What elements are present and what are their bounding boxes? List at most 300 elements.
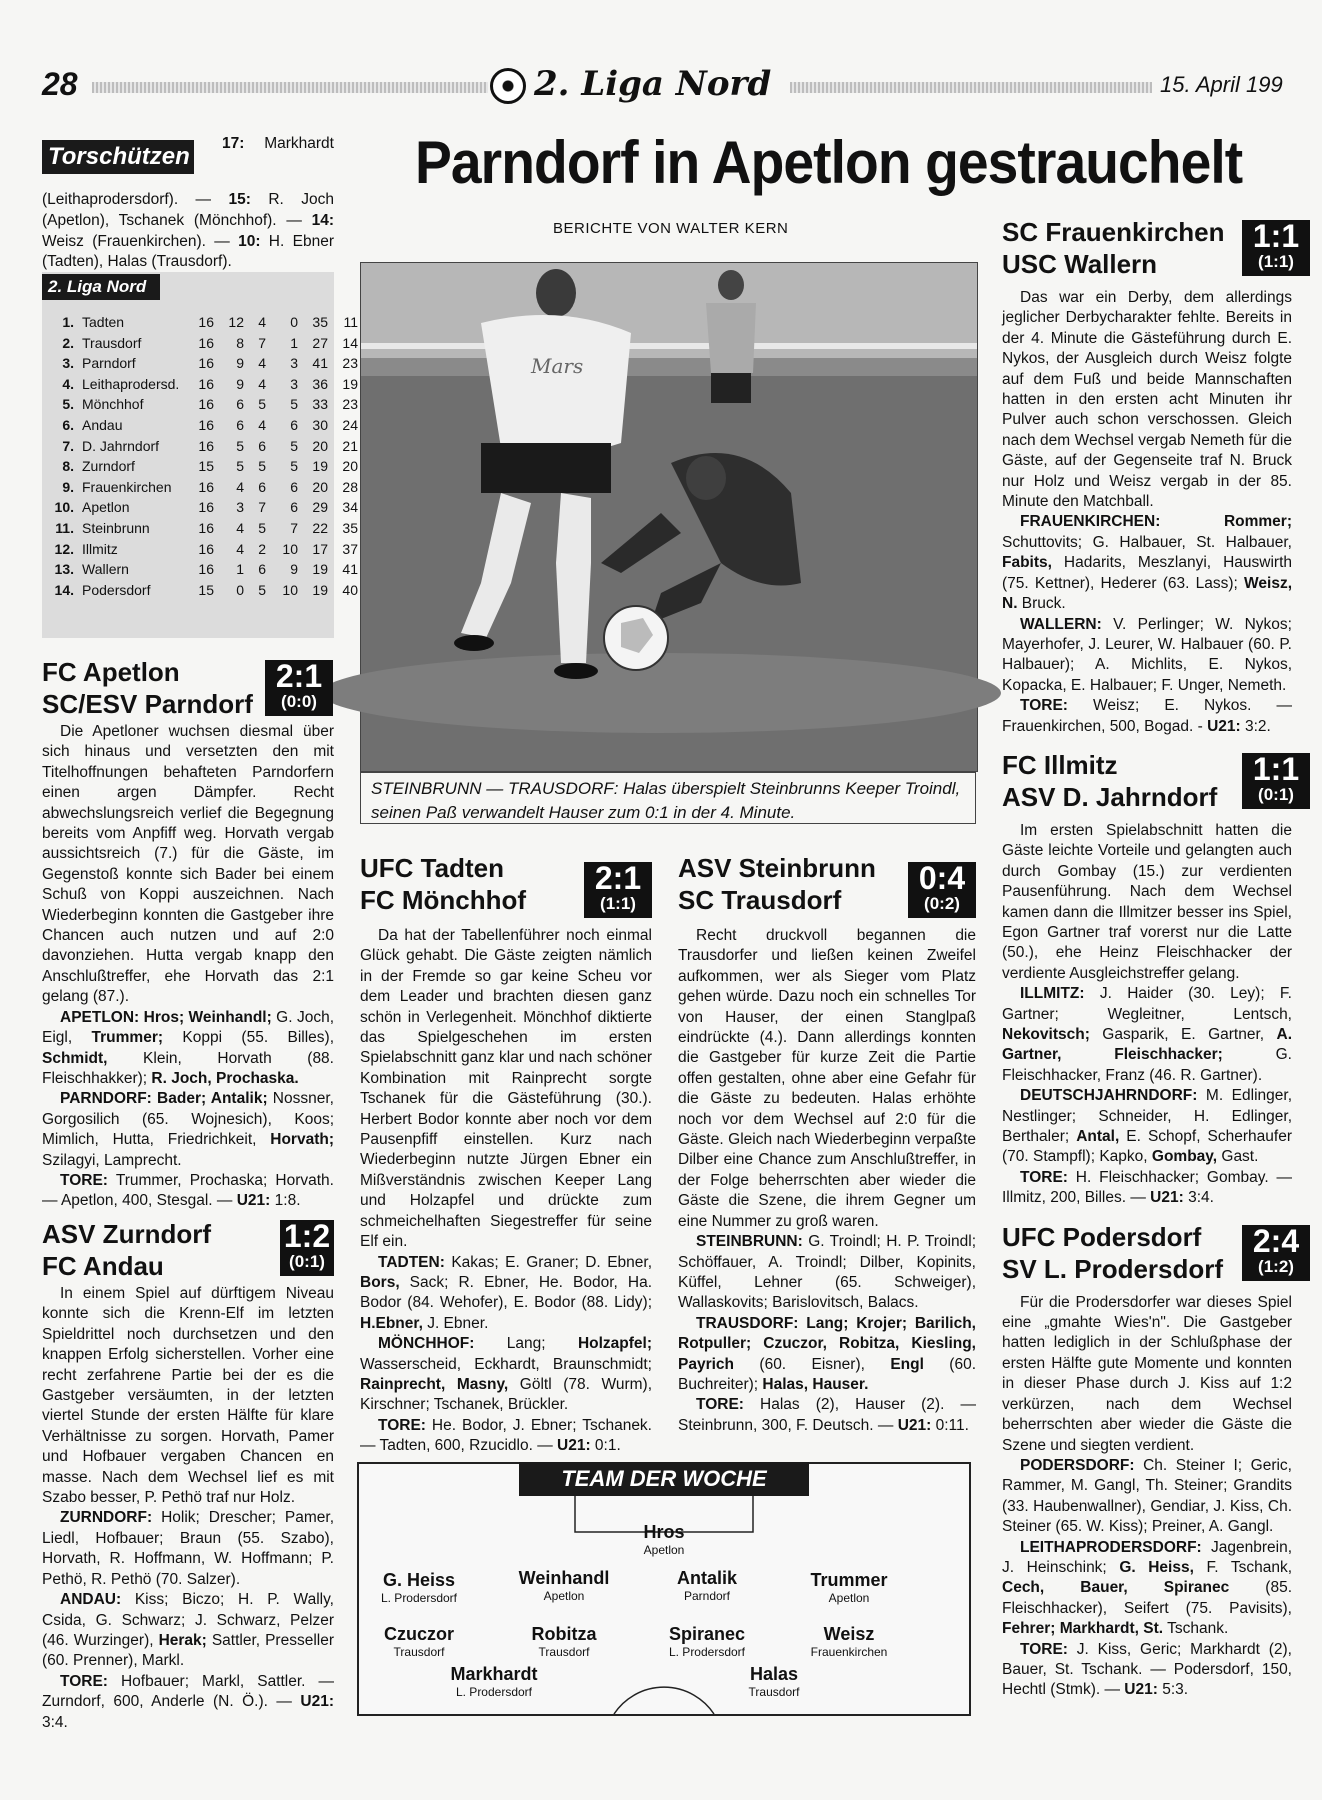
- shirt-text: Mars: [531, 354, 584, 378]
- steinbrunn-home-team: ASV Steinbrunn: [678, 853, 876, 883]
- illmitz-goals: [1002, 1168, 1292, 1209]
- apetlon-lineup-1: [42, 1008, 334, 1090]
- zurndorf-l2k: ANDAU:: [60, 1591, 122, 1609]
- standings-cell: 29: [312, 499, 328, 516]
- player-club: L. Prodersdorf: [668, 1645, 746, 1659]
- apetlon-t: Trummer, Prochaska; Horvath. — Apetlon, 400, Stesgal. —: [42, 1171, 334, 1210]
- standings-row: [46, 456, 394, 477]
- standings-cell: 6.: [62, 416, 74, 433]
- frauenkirchen-l1g: Bruck.: [1017, 595, 1066, 613]
- standings-cell: 1: [236, 561, 244, 578]
- zurndorf-goals: [42, 1672, 334, 1733]
- frauenkirchen-home-team: SC Frauenkirchen: [1002, 217, 1225, 247]
- scorers-10: 10:: [238, 232, 261, 250]
- frauenkirchen-l2: V. Perlinger; W. Nykos; Mayerhofer, J. Leurer, W. Halbauer (60. P. Halbauer); A. Michlits, E. Nykos, Kopacka, E. Halbauer; F. Unger, Nemeth.: [1002, 615, 1292, 694]
- podersdorf-score: [1242, 1222, 1310, 1281]
- zurndorf-te: 3:4.: [42, 1713, 68, 1731]
- illmitz-l2b: Antal,: [1076, 1128, 1120, 1146]
- standings-cell: 12.: [54, 540, 74, 557]
- standings-cell: 9.: [62, 478, 74, 495]
- team-of-the-week-player: [779, 1624, 919, 1659]
- podersdorf-l2e: (85. Fleischhacker), Seifert (75. Pavisits),: [1002, 1579, 1292, 1617]
- podersdorf-report: [1002, 1293, 1292, 1701]
- player-club: Apetlon: [828, 1591, 870, 1605]
- player-name: Czuczor: [383, 1624, 454, 1644]
- standings-cell: 16: [198, 334, 214, 351]
- standings-cell: 3: [290, 355, 298, 372]
- podersdorf-l2b: G. Heiss,: [1119, 1558, 1194, 1576]
- apetlon-l1f: R. Joch, Prochaska.: [151, 1069, 299, 1087]
- zurndorf-score-main: 1:2: [283, 1218, 331, 1254]
- player-name: Weisz: [823, 1624, 875, 1644]
- frauenkirchen-l1d: Fabits,: [1002, 554, 1052, 572]
- frauenkirchen-goals: [1002, 696, 1292, 737]
- standings-cell: 28: [342, 478, 358, 495]
- tadten-l1: Kakas; E. Graner; D. Ebner,: [444, 1253, 652, 1271]
- standings-cell: 16: [198, 499, 214, 516]
- podersdorf-l2f: Fehrer; Markhardt, St.: [1002, 1620, 1164, 1638]
- steinbrunn-tk: TORE:: [696, 1396, 744, 1414]
- standings-cell: D. Jahrndorf: [82, 437, 160, 454]
- frauenkirchen-score-half: (1:1): [1258, 252, 1294, 271]
- standings-cell: 14: [342, 334, 358, 351]
- standings-cell: 16: [198, 478, 214, 495]
- steinbrunn-l2b: Engl: [890, 1355, 924, 1373]
- podersdorf-goals: [1002, 1640, 1292, 1701]
- frauenkirchen-l1f: Weisz, N.: [1002, 574, 1292, 613]
- standings-cell: 5: [236, 437, 244, 454]
- frauenkirchen-te: 3:2.: [1240, 717, 1271, 735]
- scorers-t1: Markhardt (Leithaprodersdorf). —: [42, 135, 334, 208]
- illmitz-l2c: E. Schopf, Scherhaufer (70. Stampfl); Kapko,: [1002, 1128, 1292, 1166]
- team-of-the-week-player: [594, 1522, 734, 1557]
- illmitz-l1c: Gasparik, E. Gartner,: [1089, 1026, 1277, 1043]
- zurndorf-score: [280, 1220, 334, 1276]
- team-of-the-week-player: [637, 1568, 777, 1603]
- steinbrunn-lineup-1: [678, 1232, 976, 1314]
- standings-cell: 2.: [62, 334, 74, 351]
- standings-cell: 5: [258, 396, 266, 413]
- standings-cell: 14.: [54, 581, 74, 598]
- standings-cell: 35: [312, 314, 328, 330]
- frauenkirchen-header: [1002, 212, 1322, 288]
- standings-cell: 19: [342, 375, 358, 392]
- illmitz-l2: M. Edlinger, Nestlinger; Schneider, H. Edlinger, Berthaler;: [1002, 1087, 1292, 1146]
- apetlon-score-half: (0:0): [281, 692, 317, 711]
- standings-cell: 4: [258, 355, 266, 372]
- standings-cell: 6: [258, 561, 266, 578]
- tadten-body: Da hat der Tabellenführer noch einmal Glück gehabt. Die Gäste zeigten nämlich in der Fremde so gar keine Scheu vor dem Leader und brachten diesen ganz schön in Verlegenheit. Mönchhof diktierte das Spielgeschehen im ersten Spielabschnitt ganz klar und nach schöner Kombination mit Rainprecht sorgte Tschanek für die Gästeführung (30.). Herbert Bodor konnte aber noch vor dem Pausenpfiff einstellen. Kurz nach Wiederbeginn nutzte Jürgen Ebner ein Mißverständnis zwischen Keeper Lang und Holzapfel und drückte zum schmeichelhaften Siegestreffer für seine Elf ein.: [360, 927, 652, 1251]
- frauenkirchen-t: Weisz; E. Nykos. — Frauenkirchen, 500, Bogad. -: [1002, 697, 1292, 735]
- match-photo: [360, 262, 978, 772]
- apetlon-l2k: PARNDORF: Bader; Antalik;: [60, 1090, 268, 1108]
- frauenkirchen-score-main: 1:1: [1252, 218, 1300, 254]
- header-rule-left: [92, 82, 488, 93]
- standings-cell: 6: [290, 499, 298, 516]
- standings-cell: 5: [258, 458, 266, 475]
- standings-cell: 0: [236, 581, 244, 598]
- illmitz-l2e: Gast.: [1217, 1148, 1259, 1166]
- standings-cell: 41: [342, 561, 358, 578]
- steinbrunn-goals: [678, 1395, 976, 1436]
- tadten-l2k: MÖNCHHOF:: [378, 1335, 475, 1353]
- illmitz-score: [1242, 750, 1310, 809]
- standings-row: [46, 353, 394, 374]
- frauenkirchen-l1b: Rommer;: [1223, 513, 1292, 531]
- football-icon: [490, 68, 526, 104]
- apetlon-l2: Nossner, Gorgosilich (65. Wojnesich), Koos; Mimlich, Hutta, Friedrichkeit,: [42, 1090, 334, 1149]
- scorers-float-spacer: [42, 134, 222, 190]
- scorers-t4: H. Ebner (Tadten), Halas (Trausdorf).: [42, 232, 334, 271]
- standings-cell: 3: [290, 375, 298, 392]
- standings-row: [46, 333, 394, 354]
- apetlon-away-team: SC/ESV Parndorf: [42, 689, 253, 719]
- team-of-the-week-title: TEAM DER WOCHE: [519, 1462, 809, 1496]
- steinbrunn-away-team: SC Trausdorf: [678, 885, 842, 915]
- player-name: Trummer: [810, 1570, 888, 1590]
- standings-cell: 4: [258, 375, 266, 392]
- apetlon-body: Die Apetloner wuchsen diesmal über sich hinaus und versetzten den mit Titelhoffnungen behafteten Parndorfern einen argen Dämpfer. Recht abwechslungsreich verlief die Begegnung bereits vom Anpfiff weg. Horvath vergab aussichtsreich (7.) für die Gäste, im Gegenstoß konnte sich Bader bei einem Schuß von Koppi auszeichnen. Nach Wiederbeginn konnten die Gastgeber ihre Chancen auch nutzen und auf 2:0 davonziehen. Hutta vergab knapp den Anschlußtreffer, ehe Horvath das 2:1 gelang (87.).: [42, 723, 334, 1006]
- standings-cell: 13.: [54, 561, 74, 578]
- photo-illustration: [361, 263, 977, 771]
- steinbrunn-report: [678, 926, 976, 1436]
- standings-cell: 11: [343, 314, 358, 330]
- podersdorf-te: 5:3.: [1157, 1681, 1189, 1699]
- zurndorf-away-team: FC Andau: [42, 1251, 164, 1281]
- zurndorf-tk: TORE:: [60, 1672, 108, 1690]
- standings-table-wrap: [46, 312, 394, 600]
- steinbrunn-l1k: STEINBRUNN:: [696, 1233, 803, 1251]
- section-title-text: 2. Liga Nord: [534, 64, 772, 104]
- tadten-tu: U21:: [557, 1437, 591, 1455]
- team-of-the-week-player: [779, 1570, 919, 1605]
- zurndorf-l2c: Sattler, Presseller (60. Prenner), Markl.: [42, 1631, 334, 1670]
- frauenkirchen-away-team: USC Wallern: [1002, 249, 1158, 279]
- player-club: L. Prodersdorf: [380, 1591, 458, 1605]
- standings-cell: 6: [290, 478, 298, 495]
- player-name: Antalik: [676, 1568, 737, 1588]
- standings-cell: Leithaprodersd.: [82, 375, 180, 392]
- section-title: [490, 64, 771, 104]
- standings-cell: 36: [312, 375, 328, 392]
- issue-date: 15. April 199: [1160, 72, 1283, 97]
- tadten-score: [584, 862, 652, 918]
- zurndorf-l2: Kiss; Biczo; H. P. Wally, Csida, G. Schwarz; J. Schwarz, Pelzer (46. Wurzinger),: [42, 1591, 334, 1649]
- team-of-the-week-player: [494, 1568, 634, 1603]
- podersdorf-t: J. Kiss, Geric; Markhardt (2), Bauer, St. Tschank. — Podersdorf, 150, Hechtl (Stmk). —: [1002, 1640, 1292, 1699]
- header-rule-right: [790, 82, 1152, 93]
- standings-cell: 10: [282, 581, 298, 598]
- steinbrunn-body: Recht druckvoll begannen die Trausdorfer und ließen keinen Zweifel aufkommen, wer als Sieger vom Platz gehen würde. Dazu noch ein schnelles Tor von Hauser, der einen Stanglpaß eindrückte (4.). Dann allerdings konnten die Gastgeber für kurze Zeit die Partie offen gestalten, ohne aber eine Gefahr für die Gäste zu bedeuten. Halas erhöhte noch vor dem Wechsel auf 2:0 für die Gäste. Gleich nach Wiederbeginn verpaßte Dilber eine Chance zum Anschlußtreffer, in der Folge beherrschten aber wieder die Gäste die Szene, die ihrem Gegner um eine Nummer zu groß waren.: [678, 927, 976, 1230]
- zurndorf-l1: Holik; Drescher; Pamer, Liedl, Hofbauer; Braun (55. Szabo), Horvath, R. Hoffmann, W. Hoffmann; P. Pethö, R. Pethö (70. Salzer).: [42, 1509, 334, 1588]
- standings-cell: 2: [258, 540, 266, 557]
- standings-cell: Podersdorf: [82, 581, 151, 598]
- standings-row: [46, 580, 394, 601]
- tadten-l1k: TADTEN:: [378, 1253, 445, 1271]
- podersdorf-body: Für die Prodersdorfer war dieses Spiel eine „gmahte Wies'n". Die Gastgeber hatten lediglich in der Schlußphase der ersten Hälfte gute Momente und konnten in dieser Phase durch J. Kiss auf 1:2 verkürzen, nach dem Wechsel beherrschten aber wieder die Gäste die Szene und siegten verdient.: [1002, 1293, 1292, 1454]
- standings-cell: Trausdorf: [82, 334, 142, 351]
- standings-cell: 27: [312, 334, 328, 351]
- standings-cell: 9: [290, 561, 298, 578]
- byline: BERICHTE VON WALTER KERN: [553, 220, 789, 237]
- standings-cell: 7: [258, 334, 266, 351]
- podersdorf-away-team: SV L. Prodersdorf: [1002, 1253, 1224, 1284]
- podersdorf-score-half: (1:2): [1258, 1256, 1294, 1276]
- team-of-the-week-player: [349, 1570, 489, 1605]
- player-name: Spiranec: [668, 1624, 746, 1644]
- steinbrunn-score-half: (0:2): [924, 894, 960, 913]
- player-name: Markhardt: [450, 1664, 538, 1684]
- standings-cell: 6: [290, 416, 298, 433]
- standings-cell: 19: [312, 561, 328, 578]
- apetlon-report: [42, 722, 334, 1212]
- standings-cell: 3.: [62, 355, 74, 372]
- zurndorf-lineup-2: [42, 1590, 334, 1672]
- tadten-l1d: H.Ebner,: [360, 1314, 423, 1332]
- standings-cell: 20: [312, 478, 328, 495]
- apetlon-score: [265, 660, 333, 716]
- tadten-score-main: 2:1: [594, 860, 642, 896]
- tadten-score-half: (1:1): [600, 894, 636, 913]
- standings-cell: 23: [342, 355, 358, 372]
- illmitz-away-team: ASV D. Jahrndorf: [1002, 781, 1218, 812]
- player-club: Apetlon: [543, 1589, 585, 1603]
- standings-cell: 8: [236, 334, 244, 351]
- podersdorf-l2g: Tschank.: [1163, 1620, 1229, 1638]
- standings-cell: Zurndorf: [82, 458, 135, 475]
- tadten-lineup-1: [360, 1253, 652, 1335]
- standings-cell: 37: [342, 540, 358, 557]
- standings-row: [46, 394, 394, 415]
- standings-cell: 5: [290, 437, 298, 454]
- podersdorf-lineup-2: [1002, 1538, 1292, 1640]
- scorers-text: [42, 134, 334, 273]
- standings-cell: 16: [198, 519, 214, 536]
- apetlon-l1c: Koppi (55. Billes),: [163, 1029, 334, 1047]
- tadten-lineup-2: [360, 1334, 652, 1416]
- illmitz-l2d: Gombay,: [1151, 1148, 1218, 1166]
- standings-cell: 15: [198, 458, 214, 475]
- scorers-15: 15:: [228, 191, 251, 208]
- tadten-l1c: Sack; R. Ebner, He. Bodor, Ha. Bodor (84. Wehofer), E. Bodor (88. Lidy);: [360, 1273, 652, 1312]
- standings-cell: 17: [312, 540, 328, 557]
- tadten-tk: TORE:: [378, 1416, 426, 1434]
- standings-cell: Parndorf: [82, 355, 136, 372]
- right-column: [1002, 212, 1300, 1800]
- illmitz-lineup-2: [1002, 1086, 1292, 1168]
- standings-cell: 9: [236, 375, 244, 392]
- podersdorf-l2k: LEITHAPRODERSDORF:: [1020, 1538, 1202, 1556]
- standings-cell: 10: [282, 540, 298, 557]
- illmitz-header: [1002, 745, 1322, 821]
- zurndorf-body: In einem Spiel auf dürftigem Niveau konnte sich die Krenn-Elf im letzten Spieldrittel noch durchsetzen und den knappen Erfolg sicherstellen. Vorher eine recht zerfahrene Partie bei der es die Gastgeber versäumten, in der letzten viertel Stunde der ersten Hälfte für klare Verhältnisse zu sorgen. Horvath, Pamer und Hofbauer vergaben Chancen en masse. Nach dem Wechsel lief es mit Szabo besser, P. Pethö traf nur Holz.: [42, 1285, 334, 1507]
- standings-cell: 6: [258, 437, 266, 454]
- team-of-the-week-player: [349, 1624, 489, 1659]
- standings-table: [46, 312, 394, 600]
- team-of-the-week-player: [424, 1664, 564, 1699]
- standings-cell: 34: [342, 499, 358, 516]
- tadten-home-team: UFC Tadten: [360, 853, 504, 883]
- zurndorf-report: [42, 1284, 334, 1733]
- illmitz-home-team: FC Illmitz: [1002, 749, 1118, 780]
- standings-cell: 16: [198, 561, 214, 578]
- team-of-the-week: [357, 1462, 971, 1716]
- standings-cell: 22: [312, 519, 328, 536]
- standings-cell: 7: [258, 499, 266, 516]
- standings-cell: 19: [312, 581, 328, 598]
- frauenkirchen-tk: TORE:: [1020, 697, 1068, 715]
- standings-cell: 4: [258, 416, 266, 433]
- standings-row: [46, 436, 394, 457]
- zurndorf-score-half: (0:1): [289, 1252, 325, 1271]
- standings-cell: 16: [198, 416, 214, 433]
- illmitz-l1: J. Haider (30. Ley); F. Gartner; Wegleitner, Lentsch,: [1002, 985, 1292, 1023]
- standings-label: 2. Liga Nord: [42, 274, 160, 300]
- standings-cell: 20: [342, 458, 358, 475]
- illmitz-l2k: DEUTSCHJAHRNDORF:: [1020, 1087, 1198, 1105]
- standings-cell: 12: [228, 314, 244, 330]
- illmitz-l1e: G. Fleischhacker, Franz (46. R. Gartner).: [1002, 1046, 1292, 1084]
- apetlon-score-main: 2:1: [275, 658, 323, 694]
- standings-cell: 11.: [55, 519, 74, 536]
- zurndorf-home-team: ASV Zurndorf: [42, 1219, 211, 1249]
- illmitz-body: Im ersten Spielabschnitt hatten die Gäste leichte Vorteile und gelangten auch durch Gombay (15.) zur verdienten Pausenführung. Nach dem Wechsel kamen dann die Illmitzer besser ins Spiel, Egon Gartner traf vorerst nur die Latte (50.), ehe Heinz Fleischhacker der verdiente Ausgleichstreffer gelang.: [1002, 821, 1292, 982]
- apetlon-tk: TORE:: [60, 1171, 108, 1189]
- tadten-t: He. Bodor, J. Ebner; Tschanek. — Tadten, 600, Rzucidlo. —: [360, 1416, 652, 1455]
- illmitz-t: H. Fleischhacker; Gombay. — Illmitz, 200, Billes. —: [1002, 1168, 1292, 1207]
- standings-cell: 5: [290, 458, 298, 475]
- podersdorf-l2c: F. Tschank,: [1193, 1558, 1292, 1576]
- podersdorf-tu: U21:: [1124, 1681, 1158, 1699]
- standings-cell: Wallern: [82, 561, 129, 578]
- apetlon-l2c: Szilagyi, Lamprecht.: [42, 1151, 182, 1169]
- player-name: Hros: [643, 1522, 685, 1542]
- apetlon-l1: G. Joch, Eigl,: [42, 1008, 334, 1047]
- player-name: Robitza: [531, 1624, 597, 1644]
- frauenkirchen-lineup-1: [1002, 512, 1292, 614]
- zurndorf-tu: U21:: [300, 1693, 334, 1711]
- player-club: L. Prodersdorf: [455, 1685, 533, 1699]
- standings-cell: 16: [198, 314, 214, 330]
- tadten-te: 0:1.: [590, 1437, 621, 1455]
- steinbrunn-l2k: TRAUSDORF: Lang; Krojer; Barilich, Rotpuller; Czuczor, Robitza, Kiesling, Payrich: [678, 1314, 976, 1373]
- illmitz-report: [1002, 821, 1292, 1209]
- steinbrunn-tu: U21:: [897, 1416, 932, 1434]
- zurndorf-lineup-1: [42, 1508, 334, 1590]
- podersdorf-l1: Ch. Steiner I; Geric, Rammer, M. Gangl, Th. Steiner; Grandits (33. Haubenwallner), Gendiar, J. Kiss, Ch. Steiner (65. W. Kiss); Preiner, A. Gangl.: [1002, 1456, 1292, 1536]
- tadten-l2: Lang;: [474, 1335, 578, 1353]
- illmitz-l1k: ILLMITZ:: [1020, 985, 1085, 1003]
- podersdorf-lineup-1: [1002, 1456, 1292, 1538]
- scorers-label: Torschützen: [42, 140, 194, 174]
- podersdorf-l1k: PODERSDORF:: [1020, 1456, 1135, 1474]
- frauenkirchen-body: Das war ein Derby, dem allerdings jeglicher Derbycharakter fehlte. Bereits in der 4. Minute die Gästeführung durch E. Nykos, der Ausgleich durch Weisz folgte auf dem Fuß und beide Mannschaften hatten in den ersten acht Minuten ihr Pulver auch schon verschossen. Gleich nach dem Wechsel vergab Nemeth für die Gäste, auf der Gegenseite traf N. Bruck nur Holz und Weisz vergab in der 85. Minute den Matchball.: [1002, 289, 1292, 511]
- standings-cell: Steinbrunn: [82, 519, 150, 536]
- player-name: Halas: [749, 1664, 799, 1684]
- frauenkirchen-l1: [1160, 513, 1224, 530]
- standings-cell: 4.: [62, 375, 74, 392]
- scorers-t3: Weisz (Frauenkirchen). —: [42, 232, 239, 250]
- apetlon-home-team: FC Apetlon: [42, 657, 180, 687]
- standings-cell: Tadten: [82, 314, 125, 330]
- standings-cell: 24: [342, 416, 358, 433]
- apetlon-tu: U21:: [236, 1192, 271, 1210]
- standings-row: [46, 559, 394, 580]
- standings-cell: 9: [236, 355, 244, 372]
- tadten-away-team: FC Mönchhof: [360, 885, 527, 915]
- tadten-goals: [360, 1416, 652, 1457]
- steinbrunn-l2d: Halas, Hauser.: [762, 1375, 869, 1393]
- zurndorf-l1k: ZURNDORF:: [60, 1509, 153, 1527]
- standings-cell: 6: [236, 396, 244, 413]
- standings-cell: 8.: [62, 458, 74, 475]
- steinbrunn-l2c: (60. Buchreiter);: [678, 1355, 977, 1393]
- zurndorf-t: Hofbauer; Markl, Sattler. — Zurndorf, 600, Anderle (N. Ö.). —: [42, 1672, 334, 1711]
- standings-cell: 5: [290, 396, 298, 413]
- podersdorf-l2d: Cech, Bauer, Spiranec: [1002, 1579, 1230, 1597]
- standings-cell: 33: [312, 396, 328, 413]
- podersdorf-home-team: UFC Podersdorf: [1002, 1221, 1202, 1252]
- podersdorf-l2: Jagenbrein, J. Heinschink;: [1002, 1538, 1292, 1576]
- tadten-l1e: J. Ebner.: [422, 1314, 489, 1332]
- standings-cell: 21: [342, 437, 358, 454]
- illmitz-te: 3:4.: [1183, 1189, 1214, 1207]
- steinbrunn-te: 0:11.: [931, 1416, 969, 1434]
- page-number: 28: [42, 66, 78, 102]
- illmitz-l1d: A. Gartner, Fleischhacker;: [1002, 1026, 1292, 1064]
- apetlon-goals: [42, 1171, 334, 1212]
- standings-cell: 16: [198, 375, 214, 392]
- apetlon-l2b: Horvath;: [270, 1131, 334, 1149]
- player-club: Apetlon: [643, 1543, 685, 1557]
- standings-cell: Frauenkirchen: [82, 478, 172, 495]
- scorers-t2: R. Joch (Apetlon), Tschanek (Mönchhof). —: [42, 191, 334, 229]
- frauenkirchen-report: [1002, 288, 1292, 737]
- standings-row: [46, 497, 394, 518]
- standings-cell: 5.: [62, 396, 74, 413]
- standings-cell: 3: [236, 499, 244, 516]
- steinbrunn-t: Halas (2), Hauser (2). — Steinbrunn, 300, F. Deutsch. —: [678, 1396, 976, 1434]
- steinbrunn-l1: G. Troindl; H. P. Troindl; Schöffauer, A. Troindl; Dilber, Kopinits, Küffel, Lehner (65. Schweiger), Wallaskovits; Barislovitsch, Balacs.: [678, 1233, 976, 1312]
- standings-cell: 4: [236, 540, 244, 557]
- standings-cell: 1.: [62, 314, 74, 330]
- standings-cell: Apetlon: [82, 499, 130, 516]
- player-club: Trausdorf: [393, 1645, 445, 1659]
- player-name: G. Heiss: [382, 1570, 456, 1590]
- standings-cell: 6: [236, 416, 244, 433]
- frauenkirchen-score: [1242, 220, 1310, 276]
- standings-cell: 35: [342, 519, 358, 536]
- standings-cell: 41: [312, 355, 328, 372]
- tadten-l1b: Bors,: [360, 1273, 400, 1291]
- apetlon-l1d: Schmidt,: [42, 1049, 108, 1067]
- standings-cell: 23: [342, 396, 358, 413]
- illmitz-tu: U21:: [1150, 1189, 1184, 1207]
- steinbrunn-l2: (60. Eisner),: [734, 1355, 891, 1373]
- standings-cell: 16: [198, 355, 214, 372]
- right-column-inner: [1002, 212, 1322, 1701]
- frauenkirchen-l1e: Hadarits, Meszlanyi, Hauswirth (75. Kettner), Hederer (63. Lass);: [1002, 554, 1292, 592]
- standings-cell: 1: [290, 334, 298, 351]
- standings-cell: 30: [312, 416, 328, 433]
- standings-cell: 10.: [54, 499, 74, 516]
- team-of-the-week-player: [494, 1624, 634, 1659]
- standings-cell: Mönchhof: [82, 396, 144, 413]
- tadten-l2d: Rainprecht, Masny,: [360, 1375, 509, 1393]
- player-club: Parndorf: [683, 1589, 731, 1603]
- zurndorf-l2b: Herak;: [158, 1631, 207, 1649]
- steinbrunn-score-main: 0:4: [918, 860, 966, 896]
